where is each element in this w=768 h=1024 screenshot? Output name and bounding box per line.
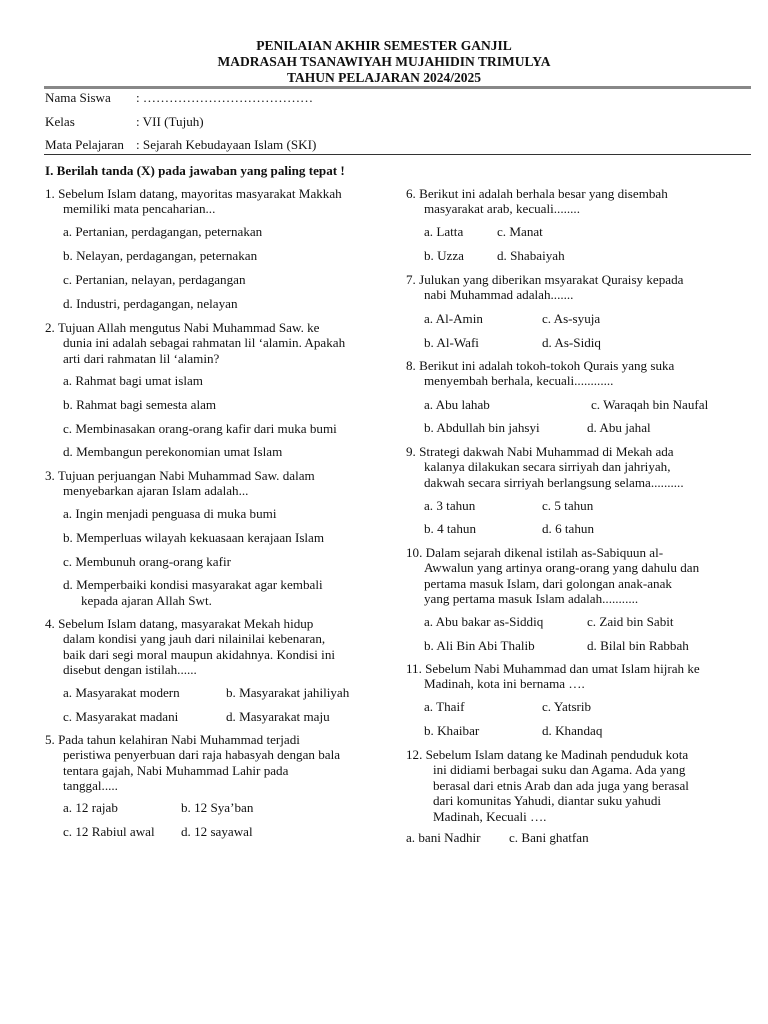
option-7d[interactable]: d. As-Sidiq — [542, 335, 601, 350]
question-text: menyembah berhala, kecuali............ — [424, 373, 614, 389]
header-year: TAHUN PELAJARAN 2024/2025 — [286, 70, 481, 85]
mapel-label: Mata Pelajaran — [45, 137, 124, 152]
option-4a[interactable]: a. Masyarakat modern — [63, 685, 180, 700]
option-8c[interactable]: c. Waraqah bin Naufal — [591, 397, 709, 412]
option-2c[interactable]: c. Membinasakan orang-orang kafir dari muka bumi — [63, 421, 337, 436]
kelas-label: Kelas — [45, 114, 75, 129]
option-8d[interactable]: d. Abu jahal — [587, 420, 651, 435]
option-5b[interactable]: b. 12 Sya’ban — [181, 800, 254, 815]
header-title: PENILAIAN AKHIR SEMESTER GANJIL — [256, 38, 512, 53]
question-text: ini didiami berbagai suku dan Agama. Ada yang — [433, 762, 686, 778]
option-text-continued: kepada ajaran Allah Swt. — [81, 593, 212, 608]
question-4 — [45, 616, 335, 678]
question-3 — [45, 468, 315, 499]
option-4c[interactable]: c. Masyarakat madani — [63, 709, 179, 724]
question-text: 4. Sebelum Islam datang, masyarakat Mekah hidup — [45, 616, 314, 631]
question-text: 9. Strategi dakwah Nabi Muhammad di Mekah ada — [406, 444, 674, 459]
option-12c[interactable]: c. Bani ghatfan — [509, 830, 589, 845]
option-6c[interactable]: c. Manat — [497, 224, 543, 239]
question-text: 11. Sebelum Nabi Muhammad dan umat Islam hijrah ke — [406, 661, 700, 676]
kelas-value: : VII (Tujuh) — [136, 114, 204, 129]
option-11b[interactable]: b. Khaibar — [424, 723, 480, 738]
option-7c[interactable]: c. As-syuja — [542, 311, 601, 326]
option-3a[interactable]: a. Ingin menjadi penguasa di muka bumi — [63, 506, 277, 521]
question-9 — [406, 444, 684, 490]
question-8 — [406, 358, 674, 389]
question-text: dunia ini adalah sebagai rahmatan lil ‘alamin. Apakah — [63, 335, 346, 351]
option-10b[interactable]: b. Ali Bin Abi Thalib — [424, 638, 535, 653]
option-1a[interactable]: a. Pertanian, perdagangan, peternakan — [63, 224, 263, 239]
option-2b[interactable]: b. Rahmat bagi semesta alam — [63, 397, 217, 412]
question-text: 7. Julukan yang diberikan msyarakat Quraisy kepada — [406, 272, 684, 287]
option-6a[interactable]: a. Latta — [424, 224, 464, 239]
nama-label: Nama Siswa — [45, 90, 111, 105]
question-text: masyarakat arab, kecuali........ — [424, 201, 580, 217]
question-5 — [45, 732, 340, 794]
option-4b[interactable]: b. Masyarakat jahiliyah — [226, 685, 350, 700]
option-11d[interactable]: d. Khandaq — [542, 723, 603, 738]
question-text: peristiwa penyerbuan dari raja habasyah dengan bala — [63, 747, 341, 763]
option-6d[interactable]: d. Shabaiyah — [497, 248, 565, 263]
option-3b[interactable]: b. Memperluas wilayah kekuasaan kerajaan Islam — [63, 530, 325, 545]
option-6b[interactable]: b. Uzza — [424, 248, 464, 263]
option-9d[interactable]: d. 6 tahun — [542, 521, 595, 536]
question-text: baik dari segi moral maupun akidahnya. Kondisi ini — [63, 646, 336, 662]
option-1d[interactable]: d. Industri, perdagangan, nelayan — [63, 296, 238, 311]
option-11a[interactable]: a. Thaif — [424, 699, 465, 714]
question-text: arti dari rahmatan lil ‘alamin? — [63, 350, 220, 366]
question-text: tentara gajah, Nabi Muhammad Lahir pada — [63, 762, 289, 778]
question-text: dalam kondisi yang jauh dari nilainilai kebenaran, — [63, 631, 326, 647]
question-7 — [406, 272, 683, 303]
question-text: 6. Berikut ini adalah berhala besar yang disembah — [406, 186, 668, 201]
option-9b[interactable]: b. 4 tahun — [424, 521, 477, 536]
question-text: disebut dengan istilah...... — [63, 662, 197, 678]
question-text: kalanya dilakukan secara sirriyah dan jahriyah, — [424, 459, 671, 475]
question-6 — [406, 186, 668, 217]
question-text: Madinah, Kecuali …. — [433, 808, 547, 824]
option-7a[interactable]: a. Al-Amin — [424, 311, 483, 326]
option-3c[interactable]: c. Membunuh orang-orang kafir — [63, 554, 231, 569]
option-1b[interactable]: b. Nelayan, perdagangan, peternakan — [63, 248, 258, 263]
question-text: 2. Tujuan Allah mengutus Nabi Muhammad Saw. ke — [45, 320, 320, 335]
exam-header — [0, 38, 768, 86]
question-text: tanggal..... — [63, 778, 118, 794]
question-text: menyebarkan ajaran Islam adalah... — [63, 483, 249, 499]
question-1 — [45, 186, 342, 217]
option-text: d. Memperbaiki kondisi masyarakat agar kembali — [63, 577, 323, 592]
section-title: I. Berilah tanda (X) pada jawaban yang paling tepat ! — [45, 163, 345, 178]
question-12 — [406, 747, 689, 824]
option-5a[interactable]: a. 12 rajab — [63, 800, 118, 815]
question-text: berasal dari etnis Arab dan ada juga yang berasal — [433, 777, 689, 793]
nama-value: : ………………………………… — [136, 90, 314, 105]
question-text: Awwalun yang artinya orang-orang yang dahulu dan — [424, 560, 700, 576]
mapel-value: : Sejarah Kebudayaan Islam (SKI) — [136, 137, 317, 152]
option-2d[interactable]: d. Membangun perekonomian umat Islam — [63, 444, 283, 459]
option-12a[interactable]: a. bani Nadhir — [406, 830, 481, 845]
question-text: yang pertama masuk Islam adalah........... — [424, 591, 639, 607]
question-text: 8. Berikut ini adalah tokoh-tokoh Qurais yang suka — [406, 358, 675, 373]
question-text: Madinah, kota ini bernama …. — [424, 676, 585, 692]
question-10 — [406, 545, 699, 607]
option-10d[interactable]: d. Bilal bin Rabbah — [587, 638, 689, 653]
option-7b[interactable]: b. Al-Wafi — [424, 335, 479, 350]
question-text: 3. Tujuan perjuangan Nabi Muhammad Saw. dalam — [45, 468, 315, 483]
question-text: pertama masuk Islam, dari golongan anak-anak — [424, 575, 672, 591]
question-text: 12. Sebelum Islam datang ke Madinah penduduk kota — [406, 747, 689, 762]
question-text: nabi Muhammad adalah....... — [424, 287, 574, 303]
info-divider — [44, 154, 751, 155]
question-text: 10. Dalam sejarah dikenal istilah as-Sabiquun al- — [406, 545, 664, 560]
option-3d[interactable] — [63, 577, 323, 609]
option-5c[interactable]: c. 12 Rabiul awal — [63, 824, 155, 839]
option-5d[interactable]: d. 12 sayawal — [181, 824, 253, 839]
option-8b[interactable]: b. Abdullah bin jahsyi — [424, 420, 540, 435]
option-4d[interactable]: d. Masyarakat maju — [226, 709, 330, 724]
option-9c[interactable]: c. 5 tahun — [542, 498, 594, 513]
question-2 — [45, 320, 345, 366]
question-11 — [406, 661, 700, 692]
question-text: dari komunitas Yahudi, diantar suku yahudi — [433, 793, 662, 809]
option-9a[interactable]: a. 3 tahun — [424, 498, 476, 513]
option-11c[interactable]: c. Yatsrib — [542, 699, 592, 714]
option-8a[interactable]: a. Abu lahab — [424, 397, 490, 412]
option-10a[interactable]: a. Abu bakar as-Siddiq — [424, 614, 544, 629]
option-10c[interactable]: c. Zaid bin Sabit — [587, 614, 674, 629]
header-school: MADRASAH TSANAWIYAH MUJAHIDIN TRIMULYA — [217, 54, 551, 69]
question-text: 5. Pada tahun kelahiran Nabi Muhammad terjadi — [45, 732, 300, 747]
question-text: 1. Sebelum Islam datang, mayoritas masyarakat Makkah — [45, 186, 342, 201]
option-2a[interactable]: a. Rahmat bagi umat islam — [63, 373, 203, 388]
option-1c[interactable]: c. Pertanian, nelayan, perdagangan — [63, 272, 246, 287]
question-text: memiliki mata pencaharian... — [63, 201, 216, 217]
question-text: dakwah secara sirriyah berlangsung selama.......... — [424, 474, 684, 490]
